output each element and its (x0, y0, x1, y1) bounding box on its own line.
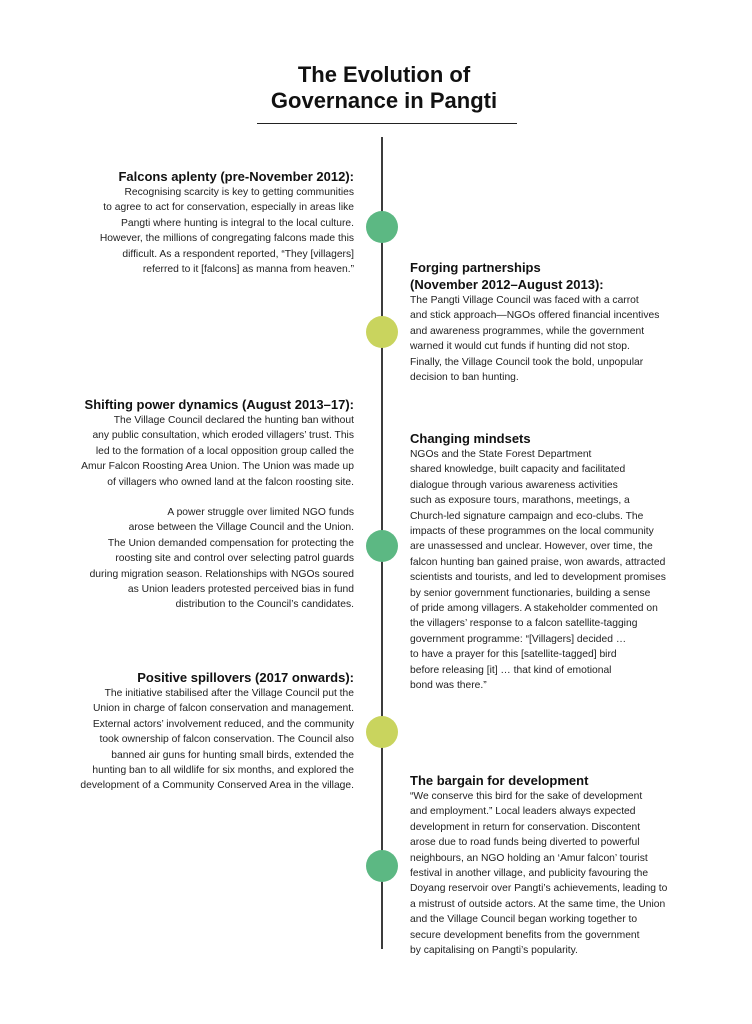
body-line: hunting ban to all wildlife for six months, and explored the (92, 765, 354, 777)
body-line: any public consultation, which eroded villagers’ trust. This (92, 430, 354, 442)
body-line: A power struggle over limited NGO funds (167, 507, 354, 519)
body-line: by senior government functionaries, building a sense (410, 587, 651, 599)
entry-body (64, 686, 354, 794)
entry-changing-mindsets (410, 430, 700, 694)
entry-heading: The bargain for development (410, 773, 589, 788)
body-line: NGOs and the State Forest Department (410, 449, 592, 460)
body-line: decision to ban hunting. (410, 372, 519, 384)
body-line: are unassessed and unclear. However, over time, the (410, 541, 653, 553)
body-line: bond was there.” (410, 680, 487, 692)
body-line: as Union leaders protested perceived bias in fund (127, 584, 354, 596)
body-line: shared knowledge, built capacity and facilitated (410, 464, 626, 476)
entry-heading: Falcons aplenty (pre-November 2012): (118, 169, 354, 184)
body-line: The Village Council declared the hunting ban without (113, 415, 354, 426)
body-line: arose due to road funds being diverted to powerful (410, 837, 640, 849)
entry-bargain-for-development (410, 772, 700, 958)
entry-forging-partnerships (410, 259, 700, 385)
body-line: However, the millions of congregating falcons made this (99, 233, 354, 245)
body-line: and awareness programmes, while the government (410, 325, 645, 337)
title-underline (257, 123, 517, 124)
body-line: such as exposure tours, marathons, meetings, a (410, 495, 630, 507)
body-line: of pride among villagers. A stakeholder commented on (410, 603, 658, 615)
body-line: and stick approach—NGOs offered financial incentives (410, 310, 660, 322)
entry-positive-spillovers (64, 669, 354, 794)
body-line: External actors’ involvement reduced, and the community (92, 718, 354, 730)
entry-heading: Changing mindsets (410, 431, 531, 446)
body-line: falcon hunting ban gained praise, won awards, attracted (410, 556, 666, 568)
entry-body (410, 447, 700, 694)
body-line: The initiative stabilised after the Village Council put the (104, 688, 354, 699)
body-line: Pangti where hunting is integral to the local culture. (121, 217, 354, 229)
body-line: of villagers who owned land at the falcon roosting site. (107, 476, 354, 488)
timeline-dot-changing (366, 716, 398, 748)
body-line: Doyang reservoir over Pangti’s achievements, leading to (410, 883, 668, 895)
entry-shifting-power-dynamics (64, 396, 354, 613)
body-line: and the Village Council began working together to (410, 914, 638, 926)
title-line-2: Governance in Pangti (270, 88, 498, 113)
body-line: The Pangti Village Council was faced with a carrot (410, 295, 639, 306)
entry-heading: Positive spillovers (2017 onwards): (137, 670, 354, 685)
body-line: banned air guns for hunting small birds, extended the (111, 749, 354, 761)
body-line: neighbours, an NGO holding an ‘Amur falcon’ tourist (410, 852, 648, 864)
entry-falcons-aplenty (64, 168, 354, 277)
body-line: and employment.” Local leaders always expected (410, 806, 636, 818)
body-line: The Union demanded compensation for protecting the (107, 537, 354, 549)
body-line: impacts of these programmes on the local community (410, 526, 654, 538)
entry-heading: Shifting power dynamics (August 2013–17): (84, 397, 354, 412)
body-line: difficult. As a respondent reported, “They [villagers] (122, 248, 354, 260)
body-line: Recognising scarcity is key to getting communities (124, 187, 354, 198)
body-line: a mistrust of outside actors. At the same time, the Union (410, 898, 666, 910)
body-line: roosting site and control over selecting patrol guards (115, 553, 354, 565)
body-line: took ownership of falcon conservation. The Council also (99, 734, 354, 746)
timeline-dot-forging (366, 316, 398, 348)
body-line: dialogue through various awareness activities (410, 479, 618, 491)
body-line: referred to it [falcons] as manna from heaven.” (142, 264, 354, 276)
body-line: government programme: “[Villagers] decided … (410, 633, 627, 645)
body-line: Amur Falcon Roosting Area Union. The Union was made up (81, 461, 354, 473)
timeline-dot-shifting (366, 530, 398, 562)
body-line: scientists and tourists, and led to development promises (410, 572, 666, 584)
title-line-1: The Evolution of (297, 62, 471, 87)
body-line: by capitalising on Pangti’s popularity. (410, 945, 578, 957)
body-line: to have a prayer for this [satellite-tagged] bird (410, 649, 617, 661)
timeline-dot-falcons (366, 211, 398, 243)
body-line: arose between the Village Council and the Union. (128, 522, 354, 534)
page-title (226, 62, 542, 114)
body-line: warned it would cut funds if hunting did not stop. (410, 341, 630, 353)
body-line: to agree to act for conservation, especially in areas like (103, 202, 354, 214)
body-line: secure development benefits from the government (410, 929, 640, 941)
entry-body (410, 789, 700, 958)
entry-body (410, 293, 700, 385)
body-line: Union in charge of falcon conservation and management. (92, 703, 354, 715)
entry-body (64, 505, 354, 613)
entry-heading-dates: (November 2012–August 2013): (410, 277, 604, 292)
body-line: distribution to the Council’s candidates. (175, 599, 354, 611)
entry-heading: Forging partnerships (410, 260, 541, 275)
body-line: during migration season. Relationships with NGOs soured (89, 568, 354, 580)
body-line: led to the formation of a local opposition group called the (95, 445, 354, 457)
body-line: Finally, the Village Council took the bold, unpopular (410, 356, 644, 368)
entry-body (64, 413, 354, 490)
body-line: “We conserve this bird for the sake of development (410, 791, 643, 802)
timeline-dot-bargain (366, 850, 398, 882)
body-line: before releasing [it] … that kind of emotional (410, 664, 612, 676)
body-line: development of a Community Conserved Area in the village. (80, 780, 354, 792)
entry-body (64, 185, 354, 277)
body-line: development in return for conservation. Discontent (410, 821, 641, 833)
body-line: festival in another village, and publicity favouring the (410, 868, 649, 880)
body-line: the villagers’ response to a falcon satellite-tagging (410, 618, 638, 630)
body-line: Church-led signature campaign and eco-clubs. The (410, 510, 644, 522)
